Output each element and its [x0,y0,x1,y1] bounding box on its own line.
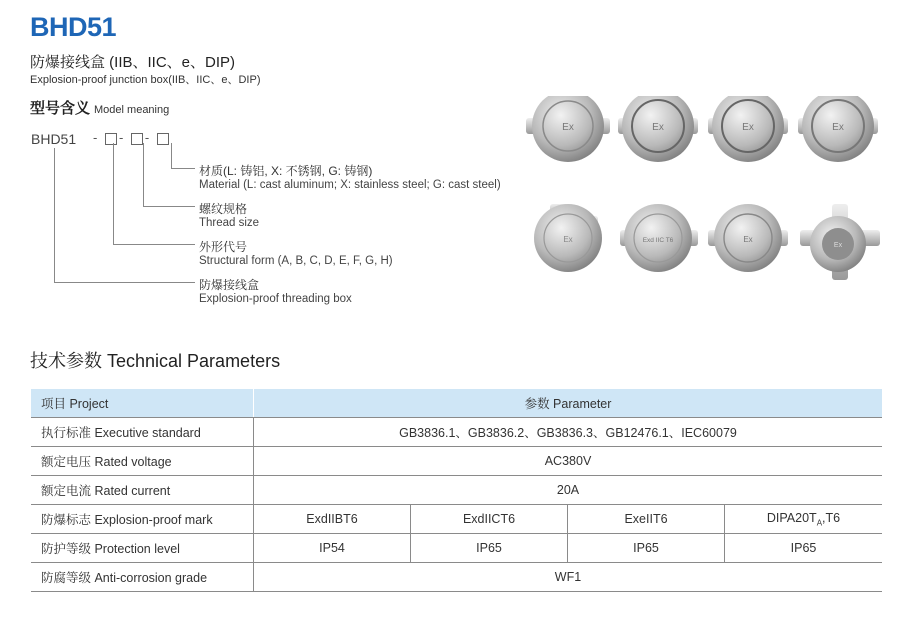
photo-label-1: Ex [562,122,574,133]
table-row-corrosion [31,563,882,592]
model-meaning-title-en: Model meaning [94,104,170,116]
photo-label-5: Ex [563,235,573,244]
meaning-form [199,238,393,267]
connector-line-material-v [171,143,172,169]
meaning-material-en: Material (L: cast aluminum; X: stainless steel; G: cast steel) [199,179,501,191]
row-label-voltage: 额定电压 Rated voltage [31,447,254,476]
row-label-current: 额定电流 Rated current [31,476,254,505]
product-photos [520,96,888,288]
row-value-standard: GB3836.1、GB3836.2、GB3836.3、GB12476.1、IEC60079 [254,418,883,447]
header-project: 项目 Project [31,389,254,418]
header-parameter: 参数 Parameter [254,389,883,418]
subtitle-english: Explosion-proof junction box(IIB、IIC、e、DIP) [30,74,261,86]
mark-value-4-main: DIPA20T [766,510,817,525]
meaning-thread-cn: 螺纹规格 [199,202,248,216]
product-model-title: BHD51 [30,12,117,42]
junction-box-photo-3 [708,96,788,162]
product-photos-svg [520,96,888,288]
model-code: BHD51 [31,131,77,147]
connector-line-thread-h [143,206,195,207]
junction-box-photo-2 [618,96,698,162]
meaning-thread-en: Thread size [199,217,260,229]
photo-label-4: Ex [832,122,844,133]
model-meaning-heading [30,97,169,118]
code-box-3 [157,133,169,145]
meaning-form-en: Structural form (A, B, C, D, E, F, G, H) [199,255,393,267]
row-value-current: 20A [254,476,883,505]
technical-parameters-title: 技术参数 Technical Parameters [30,351,281,371]
photo-label-3: Ex [742,122,754,133]
mark-value-1: ExdIIBT6 [254,505,411,534]
mark-value-4-sub: A [816,518,823,528]
junction-box-photo-6 [620,204,698,272]
mark-value-3: ExeIIT6 [568,505,725,534]
mark-value-4 [725,505,883,534]
code-box-2 [131,133,143,145]
photo-label-6: Exd IIC T6 [642,237,674,244]
row-value-voltage: AC380V [254,447,883,476]
connector-line-form-v [113,143,114,245]
protection-value-4: IP65 [725,534,883,563]
table-header-row [31,389,882,418]
table-row-protection [31,534,882,563]
connector-line-box-h [54,282,195,283]
junction-box-photo-7 [708,204,788,272]
meaning-form-cn: 外形代号 [199,240,248,254]
junction-box-photo-4 [798,96,878,162]
connector-line-form-h [113,244,195,245]
meaning-box [199,276,352,305]
meaning-material [199,162,501,191]
mark-value-2: ExdIICT6 [411,505,568,534]
model-meaning-title-cn: 型号含义 [30,100,91,117]
table-row-mark [31,505,882,534]
meaning-box-cn: 防爆接线盒 [199,278,260,292]
protection-value-2: IP65 [411,534,568,563]
row-label-corrosion: 防腐等级 Anti-corrosion grade [31,563,254,592]
meaning-material-cn: 材质(L: 铸铝, X: 不锈钢, G: 铸钢) [199,164,373,178]
row-label-protection: 防护等级 Protection level [31,534,254,563]
code-box-1 [105,133,117,145]
connector-line-material-h [171,168,195,169]
mark-value-4-tail: ,T6 [822,510,841,525]
table-row-current [31,476,882,505]
photo-label-7: Ex [743,235,753,244]
connector-line-thread-v [143,143,144,207]
junction-box-photo-8 [800,204,880,280]
row-label-standard: 执行标准 Executive standard [31,418,254,447]
model-code-placeholders: - - - [93,130,171,145]
technical-parameters-table [31,389,882,592]
photo-label-8: Ex [833,242,843,249]
table-row-voltage [31,447,882,476]
meaning-box-en: Explosion-proof threading box [199,293,352,305]
junction-box-photo-1 [526,96,610,162]
protection-value-1: IP54 [254,534,411,563]
junction-box-photo-5 [534,204,602,272]
subtitle-chinese: 防爆接线盒 (IIB、IIC、e、DIP) [30,54,236,71]
photo-label-2: Ex [652,122,664,133]
row-label-mark: 防爆标志 Explosion-proof mark [31,505,254,534]
row-value-corrosion: WF1 [254,563,883,592]
connector-line-box-v [54,148,55,283]
table-row-standard [31,418,882,447]
protection-value-3: IP65 [568,534,725,563]
meaning-thread [199,200,259,229]
